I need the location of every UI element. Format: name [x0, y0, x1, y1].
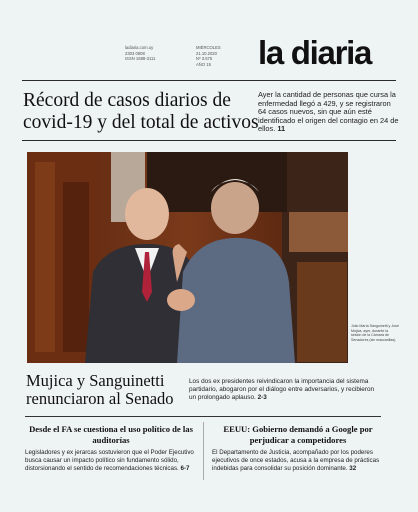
photo-illustration — [27, 152, 348, 363]
year: AÑO 15 — [196, 61, 211, 67]
bottom-left-text: Legisladores y ex jerarcas sostuvieron que el Poder Ejecutivo busca causar un impacto político sin fundamento sólido, distorsionando el sentido de recomendaciones técnicas. — [25, 449, 194, 472]
issue-number: Nº 3.575 — [196, 56, 213, 62]
column-separator — [203, 422, 204, 480]
main-story-pages: 2-3 — [257, 394, 267, 402]
bottom-right-story — [212, 424, 384, 473]
bottom-divider — [25, 416, 381, 417]
top-story-page: 11 — [277, 124, 286, 134]
date: 21.10.2020 — [196, 50, 217, 56]
top-story-deck-text: Ayer la cantidad de personas que cursa la enfermedad llegó a 429, y se registraron 64 casos nuevos, sin que aún esté identificado el origen del contagio en 24 de ellos. — [258, 90, 399, 134]
website: ladiaria.com.uy — [125, 45, 154, 50]
phone: 2303 0808 — [125, 50, 145, 56]
bottom-left-story — [25, 424, 197, 473]
front-photo — [27, 152, 348, 363]
main-story-text: Los dos ex presidentes reivindicaron la importancia del sistema partidario, abogaron por el diálogo entre adversarios, y recibieron un prolongado aplauso. — [189, 378, 375, 402]
bottom-right-body — [212, 449, 384, 472]
masthead-right-meta — [196, 45, 221, 67]
top-story-deck — [258, 91, 400, 134]
bottom-right-page: 32 — [349, 464, 357, 472]
newspaper-logo: la diaria — [258, 34, 372, 71]
bottom-right-text: El Departamento de Justicia, acompañado por los poderes ejecutivos de once estados, acusa a la empresa de prácticas indebidas para consolidar su posición dominante. — [212, 449, 380, 472]
issn: ISSN 1688-3111 — [125, 56, 156, 62]
bottom-left-headline: Desde el FA se cuestiona el uso político de las auditorías — [29, 424, 193, 445]
top-story-headline: Récord de casos diarios de covid-19 y del total de activos — [23, 90, 259, 133]
masthead-left-meta — [125, 45, 155, 62]
bottom-left-pages: 6-7 — [180, 464, 190, 472]
bottom-right-headline: EEUU: Gobierno demandó a Google por perjudicar a competidores — [223, 424, 373, 445]
bottom-left-body — [25, 449, 197, 472]
masthead-divider — [22, 80, 396, 81]
photo-caption: Julio María Sanguinetti y José Mujica, ayer, durante la sesión de la Cámara de Senadores (sin mascarillas). — [351, 324, 399, 342]
main-story-body — [189, 378, 379, 403]
weekday: MIÉRCOLES — [196, 45, 221, 50]
main-story-headline: Mujica y Sanguinetti renunciaron al Senado — [26, 371, 174, 408]
section-divider — [22, 140, 396, 141]
